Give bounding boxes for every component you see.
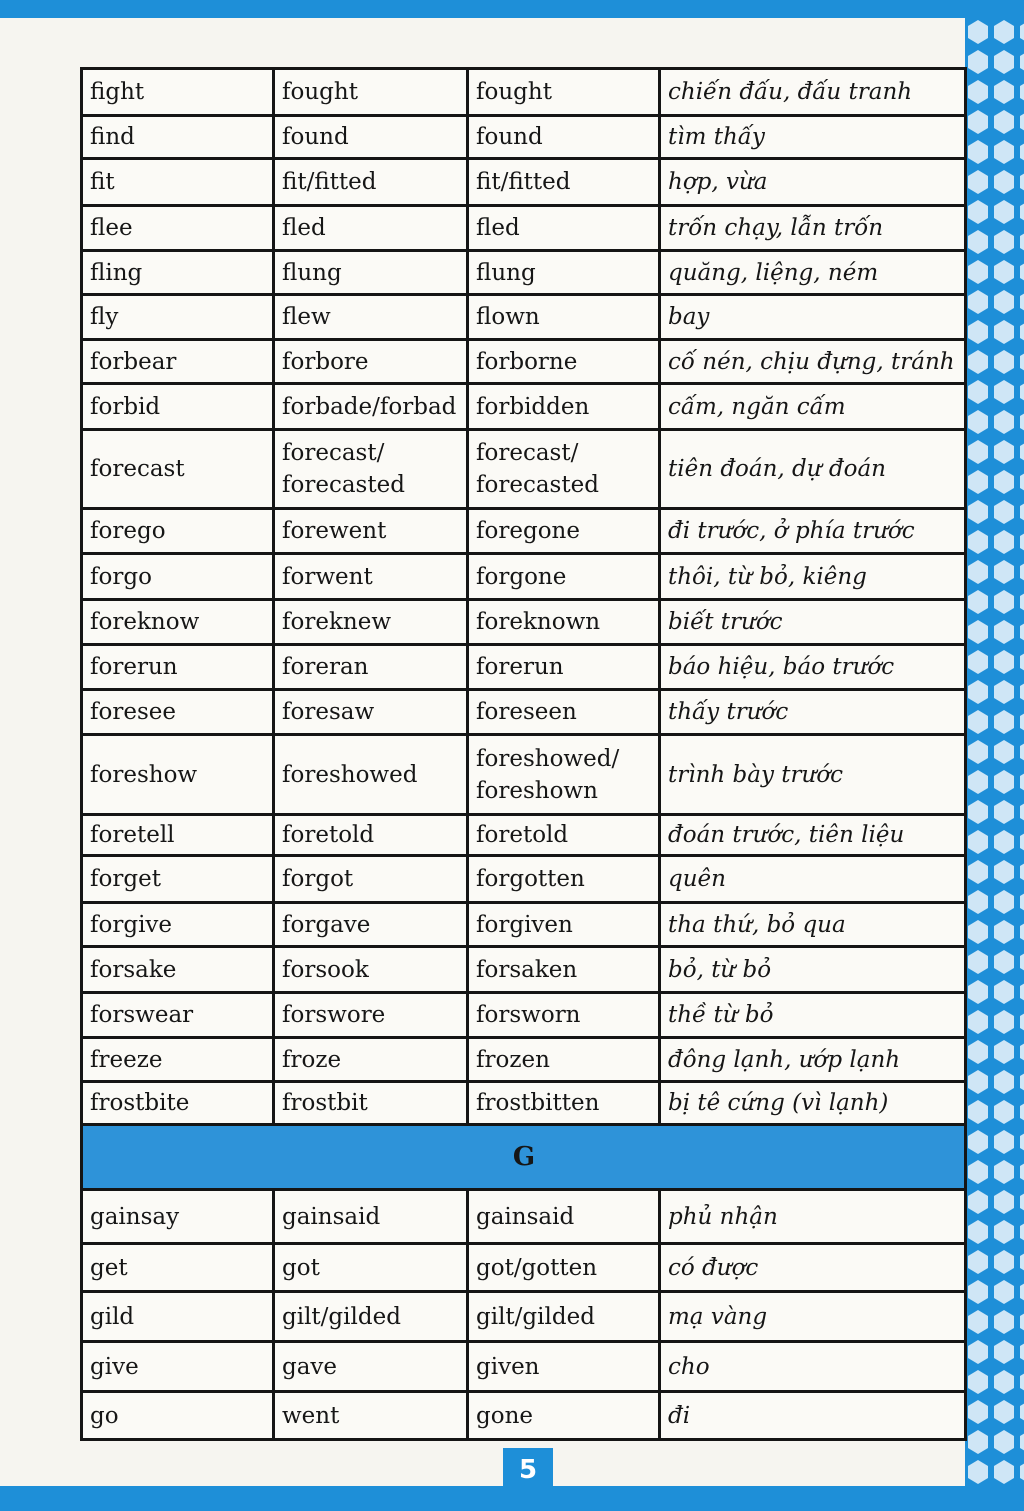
base-form-cell: freeze [82,1038,274,1082]
meaning-cell: thôi, từ bỏ, kiêng [660,554,966,600]
past-simple-cell: went [274,1392,468,1440]
verb-row [82,206,966,251]
base-form-cell: give [82,1342,274,1392]
base-form-cell: flee [82,206,274,251]
meaning-cell: quăng, liệng, ném [660,251,966,295]
meaning-cell: đi trước, ở phía trước [660,509,966,554]
past-participle-cell: frozen [468,1038,660,1082]
verb-row [82,690,966,735]
past-simple-cell: fit/fitted [274,159,468,206]
base-form-cell: forecast [82,430,274,509]
meaning-cell: quên [660,856,966,903]
past-participle-cell: forsworn [468,993,660,1038]
meaning-cell: biết trước [660,600,966,645]
base-form-cell: forego [82,509,274,554]
meaning-cell: cố nén, chịu đựng, tránh [660,340,966,384]
past-simple-cell: foreran [274,645,468,690]
hexagon-pattern-decoration [965,18,1024,1486]
meaning-cell: bỏ, từ bỏ [660,947,966,993]
meaning-cell: phủ nhận [660,1190,966,1244]
meaning-cell: tiên đoán, dự đoán [660,430,966,509]
meaning-cell: cho [660,1342,966,1392]
base-form-cell: fit [82,159,274,206]
verb-row [82,1038,966,1082]
past-simple-cell: fought [274,69,468,116]
verb-row [82,116,966,159]
past-participle-cell: foregone [468,509,660,554]
base-form-cell: foretell [82,815,274,856]
verb-row [82,384,966,430]
past-participle-cell: fled [468,206,660,251]
past-simple-cell: foreshowed [274,735,468,815]
meaning-cell: tha thứ, bỏ qua [660,903,966,947]
past-simple-cell: gave [274,1342,468,1392]
past-simple-cell: forgave [274,903,468,947]
base-form-cell: get [82,1244,274,1292]
meaning-cell: thấy trước [660,690,966,735]
verb-row [82,1342,966,1392]
base-form-cell: foresee [82,690,274,735]
past-simple-cell: gilt/gilded [274,1292,468,1342]
verb-row [82,645,966,690]
base-form-cell: forbid [82,384,274,430]
top-blue-band [0,0,1024,18]
irregular-verbs-table [80,67,964,1441]
past-simple-cell: forgot [274,856,468,903]
verb-row [82,993,966,1038]
past-participle-cell: forecast/ forecasted [468,430,660,509]
verb-row [82,1190,966,1244]
verb-row [82,1292,966,1342]
past-participle-cell: forbidden [468,384,660,430]
base-form-cell: forerun [82,645,274,690]
past-participle-cell: forsaken [468,947,660,993]
base-form-cell: foreknow [82,600,274,645]
past-participle-cell: fit/fitted [468,159,660,206]
past-participle-cell: foreknown [468,600,660,645]
past-participle-cell: gone [468,1392,660,1440]
verb-row [82,815,966,856]
verb-row [82,159,966,206]
past-participle-cell: given [468,1342,660,1392]
base-form-cell: find [82,116,274,159]
past-simple-cell: forecast/ forecasted [274,430,468,509]
meaning-cell: báo hiệu, báo trước [660,645,966,690]
base-form-cell: fly [82,295,274,340]
verb-row [82,554,966,600]
meaning-cell: thề từ bỏ [660,993,966,1038]
past-simple-cell: froze [274,1038,468,1082]
past-simple-cell: foresaw [274,690,468,735]
meaning-cell: chiến đấu, đấu tranh [660,69,966,116]
past-participle-cell: gainsaid [468,1190,660,1244]
past-simple-cell: frostbit [274,1082,468,1125]
meaning-cell: bị tê cứng (vì lạnh) [660,1082,966,1125]
verb-row [82,903,966,947]
verb-row [82,430,966,509]
base-form-cell: frostbite [82,1082,274,1125]
past-participle-cell: forgone [468,554,660,600]
past-simple-cell: forewent [274,509,468,554]
meaning-cell: đi [660,1392,966,1440]
verb-row [82,600,966,645]
verbs-table [80,67,967,1441]
past-participle-cell: gilt/gilded [468,1292,660,1342]
past-simple-cell: forsook [274,947,468,993]
meaning-cell: cấm, ngăn cấm [660,384,966,430]
past-simple-cell: foreknew [274,600,468,645]
base-form-cell: foreshow [82,735,274,815]
past-simple-cell: forbore [274,340,468,384]
section-letter: G [82,1125,966,1190]
base-form-cell: gainsay [82,1190,274,1244]
base-form-cell: forgive [82,903,274,947]
past-participle-cell: fought [468,69,660,116]
verb-row [82,1392,966,1440]
past-participle-cell: forborne [468,340,660,384]
base-form-cell: forgo [82,554,274,600]
meaning-cell: trốn chạy, lẫn trốn [660,206,966,251]
verb-row [82,340,966,384]
past-participle-cell: flown [468,295,660,340]
meaning-cell: trình bày trước [660,735,966,815]
past-simple-cell: forbade/forbad [274,384,468,430]
past-participle-cell: foretold [468,815,660,856]
past-simple-cell: foretold [274,815,468,856]
base-form-cell: go [82,1392,274,1440]
meaning-cell: có được [660,1244,966,1292]
past-participle-cell: frostbitten [468,1082,660,1125]
past-simple-cell: fled [274,206,468,251]
past-participle-cell: forgotten [468,856,660,903]
verb-row [82,69,966,116]
past-simple-cell: forswore [274,993,468,1038]
base-form-cell: forswear [82,993,274,1038]
meaning-cell: đông lạnh, ướp lạnh [660,1038,966,1082]
base-form-cell: fling [82,251,274,295]
meaning-cell: bay [660,295,966,340]
base-form-cell: gild [82,1292,274,1342]
meaning-cell: mạ vàng [660,1292,966,1342]
verb-row [82,251,966,295]
verb-row [82,856,966,903]
past-participle-cell: foreseen [468,690,660,735]
past-simple-cell: flew [274,295,468,340]
past-participle-cell: forerun [468,645,660,690]
page-number: 5 [503,1448,553,1492]
verb-row [82,1244,966,1292]
base-form-cell: forget [82,856,274,903]
base-form-cell: forbear [82,340,274,384]
verb-row [82,947,966,993]
past-simple-cell: forwent [274,554,468,600]
meaning-cell: tìm thấy [660,116,966,159]
past-simple-cell: found [274,116,468,159]
base-form-cell: fight [82,69,274,116]
verb-row [82,509,966,554]
verb-row [82,1082,966,1125]
section-header-g [82,1125,966,1190]
meaning-cell: hợp, vừa [660,159,966,206]
verb-row [82,295,966,340]
past-participle-cell: found [468,116,660,159]
meaning-cell: đoán trước, tiên liệu [660,815,966,856]
verb-row [82,735,966,815]
past-participle-cell: foreshowed/ foreshown [468,735,660,815]
past-simple-cell: flung [274,251,468,295]
past-participle-cell: flung [468,251,660,295]
past-participle-cell: forgiven [468,903,660,947]
base-form-cell: forsake [82,947,274,993]
past-participle-cell: got/gotten [468,1244,660,1292]
past-simple-cell: got [274,1244,468,1292]
past-simple-cell: gainsaid [274,1190,468,1244]
